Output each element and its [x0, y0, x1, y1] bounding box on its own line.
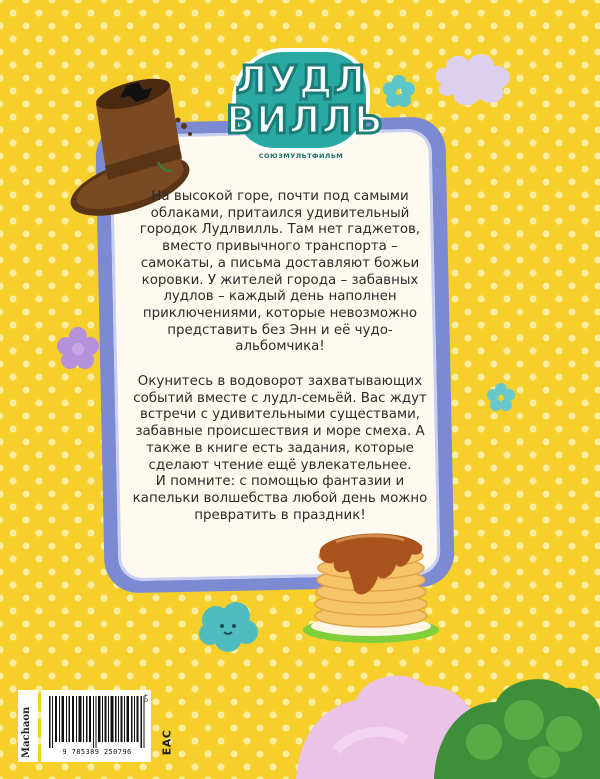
description-paragraph-3: И помните: с помощью фантазии и капельки волшебства любой день можно превратить в праздник!	[132, 474, 428, 523]
isbn-barcode	[41, 690, 151, 762]
publisher-name: Machaon	[21, 706, 32, 758]
lilac-cloud-decoration	[430, 44, 520, 114]
logo-line-1: ЛУДЛ	[235, 58, 367, 102]
description-paragraph-2: Окунитесь в водоворот захватывающих событий вместе с лудл-семьёй. Вас ждут встречи с удивительными существами, забавные происшествия и море смеха. А также в книге есть задания, которые сделают чтение ещё увлекательнее.	[133, 374, 427, 473]
studio-name: СОЮЗМУЛЬТФИЛЬМ	[258, 152, 344, 160]
logo-line-2: ВИЛЛЬ	[226, 98, 384, 142]
green-bush-decoration	[434, 672, 600, 779]
teal-flower-decoration	[382, 74, 416, 108]
series-logo	[226, 44, 384, 172]
publisher-logo	[18, 690, 38, 762]
book-description	[130, 189, 430, 524]
isbn-number: 9 785389 250796	[62, 748, 132, 756]
teal-cloud-decoration	[196, 600, 260, 654]
teal-flower-decoration-small	[486, 382, 516, 412]
barcode-graphic	[49, 696, 145, 748]
eac-certification-mark	[158, 728, 186, 758]
logo-title	[226, 58, 384, 142]
description-paragraph-1: На высокой горе, почти под самыми облаками, притаился удивительный городок Лудлвилль. Там нет гаджетов, вместо привычного транспорта – самокаты, а письма доставляют божьи коровки. У жителей города – забавных лудлов – каждый день наполнен приключениями, которые невозможно представить без Энн и её чудо-альбомчика!	[139, 189, 421, 355]
purple-flower-decoration	[56, 326, 100, 370]
age-rating: 0+	[142, 693, 150, 702]
eac-label: EAC	[160, 729, 174, 756]
pancake-stack-illustration	[296, 520, 446, 645]
